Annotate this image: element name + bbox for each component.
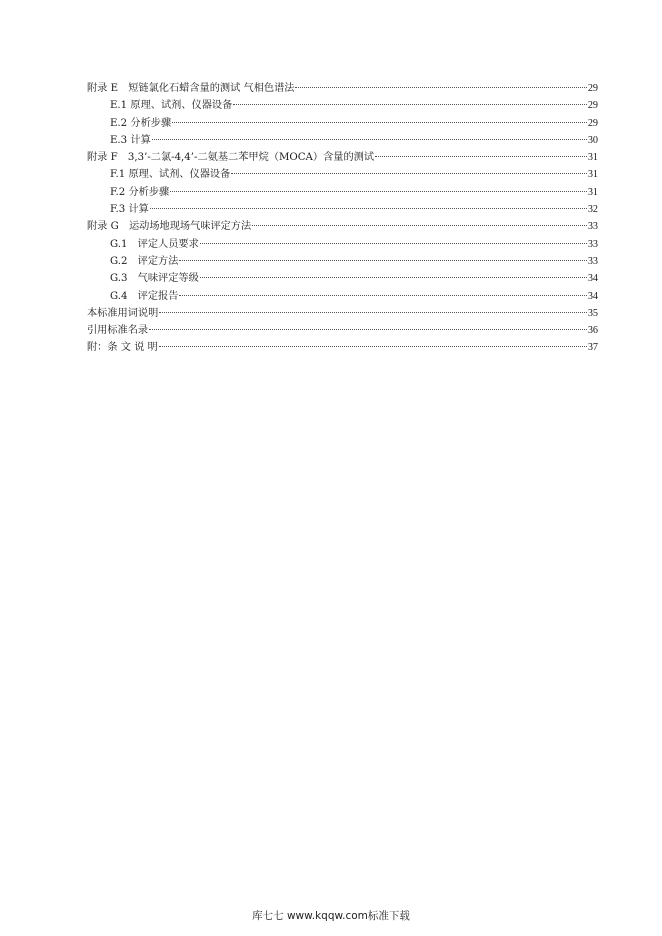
- toc-entry[interactable]: [87, 97, 598, 114]
- toc-entry[interactable]: [87, 80, 598, 97]
- toc-entry[interactable]: [87, 149, 598, 166]
- toc-entry-title: 附录 F 3,3’-二氯-4,4’-二氨基二苯甲烷（MOCA）含量的测试: [87, 152, 375, 164]
- toc-dot-leader: [179, 295, 586, 296]
- toc-dot-leader: [172, 122, 587, 123]
- toc-dot-leader: [170, 191, 587, 192]
- toc-entry[interactable]: [87, 184, 598, 201]
- toc-dot-leader: [179, 260, 586, 261]
- toc-entry-page-number: 33: [587, 238, 598, 250]
- toc-entry-page-number: 33: [587, 221, 598, 233]
- toc-entry-title: 附：条 文 说 明: [87, 342, 158, 354]
- toc-entry-page-number: 29: [587, 117, 598, 129]
- page-footer: 库七七 www.kqqw.com标准下载: [252, 910, 410, 922]
- toc-dot-leader: [233, 104, 587, 105]
- toc-dot-leader: [159, 312, 587, 313]
- toc-entry[interactable]: [87, 236, 598, 253]
- toc-entry[interactable]: [87, 253, 598, 270]
- toc-dot-leader: [295, 87, 586, 88]
- toc-entry-title: 附录 G 运动场地现场气味评定方法: [87, 221, 252, 233]
- toc-entry[interactable]: [87, 305, 598, 322]
- toc-entry-title: G.1 评定人员要求: [110, 238, 199, 250]
- toc-entry-title: E.1 原理、试剂、仪器设备: [110, 100, 233, 112]
- toc-entry-page-number: 33: [587, 255, 598, 267]
- toc-dot-leader: [159, 346, 587, 347]
- toc-entry[interactable]: [87, 201, 598, 218]
- toc-entry-page-number: 37: [587, 342, 598, 354]
- toc-entry-page-number: 32: [587, 204, 598, 216]
- toc-entry-page-number: 31: [587, 152, 598, 164]
- toc-entry[interactable]: [87, 218, 598, 235]
- table-of-contents: [87, 80, 598, 357]
- toc-dot-leader: [231, 173, 587, 174]
- toc-entry-title: F.3 计算: [110, 204, 149, 216]
- toc-entry[interactable]: [87, 339, 598, 356]
- toc-entry-page-number: 34: [587, 290, 598, 302]
- toc-entry[interactable]: [87, 132, 598, 149]
- toc-entry[interactable]: [87, 288, 598, 305]
- toc-dot-leader: [200, 243, 587, 244]
- toc-entry-title: 本标准用词说明: [87, 307, 159, 319]
- toc-entry[interactable]: [87, 115, 598, 132]
- toc-entry-title: G.2 评定方法: [110, 255, 179, 267]
- toc-entry[interactable]: [87, 166, 598, 183]
- toc-dot-leader: [149, 329, 587, 330]
- toc-dot-leader: [152, 139, 587, 140]
- toc-entry-page-number: 35: [587, 307, 598, 319]
- toc-entry-page-number: 31: [587, 169, 598, 181]
- toc-entry[interactable]: [87, 270, 598, 287]
- toc-dot-leader: [375, 156, 587, 157]
- toc-dot-leader: [200, 277, 587, 278]
- toc-entry-title: E.3 计算: [110, 134, 151, 146]
- toc-entry-title: E.2 分析步骤: [110, 117, 172, 129]
- toc-entry-title: 引用标准名录: [87, 325, 149, 337]
- toc-entry-page-number: 34: [587, 273, 598, 285]
- toc-entry[interactable]: [87, 322, 598, 339]
- toc-entry-title: G.4 评定报告: [110, 290, 179, 302]
- toc-entry-page-number: 31: [587, 186, 598, 198]
- toc-entry-page-number: 36: [587, 325, 598, 337]
- toc-entry-page-number: 30: [587, 134, 598, 146]
- toc-entry-title: 附录 E 短链氯化石蜡含量的测试 气相色谱法: [87, 83, 295, 94]
- toc-entry-page-number: 29: [587, 100, 598, 112]
- toc-entry-title: F.1 原理、试剂、仪器设备: [110, 169, 231, 181]
- toc-entry-title: F.2 分析步骤: [110, 186, 170, 198]
- toc-dot-leader: [150, 208, 587, 209]
- toc-entry-title: G.3 气味评定等级: [110, 273, 199, 285]
- toc-entry-page-number: 29: [587, 83, 598, 94]
- toc-dot-leader: [252, 225, 587, 226]
